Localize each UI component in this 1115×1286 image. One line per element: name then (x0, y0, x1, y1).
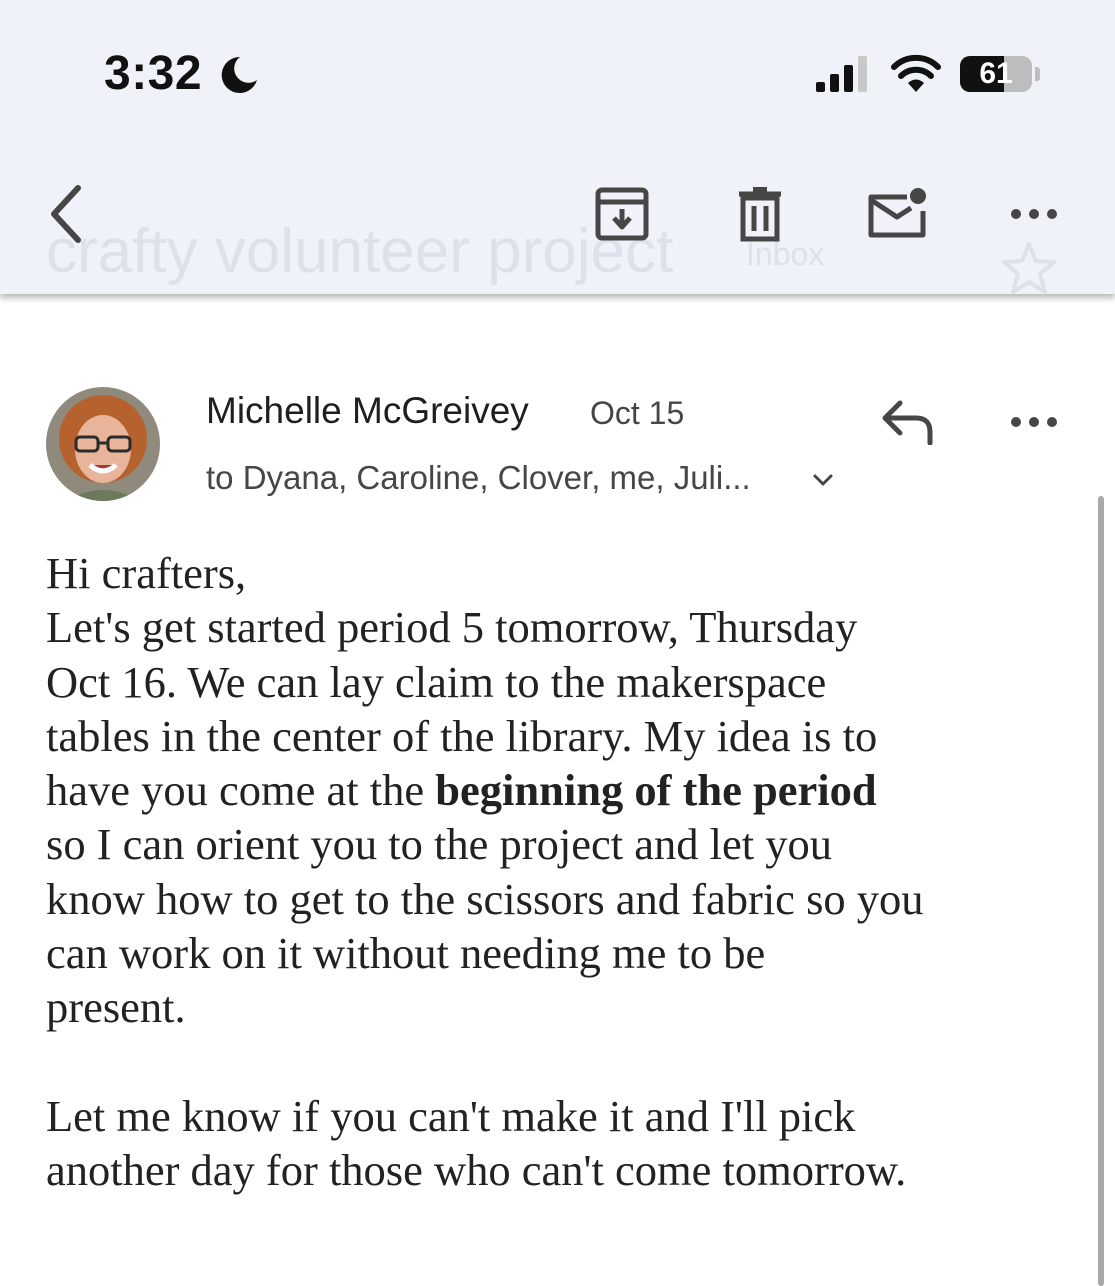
more-options-button[interactable] (998, 178, 1070, 250)
back-arrow-icon (46, 184, 86, 244)
more-horizontal-icon (1009, 207, 1059, 221)
message-more-button[interactable] (998, 390, 1070, 454)
folder-label[interactable]: Inbox (746, 236, 825, 272)
recipients-summary[interactable]: to Dyana, Caroline, Clover, me, Juli... (206, 459, 751, 496)
chevron-down-icon[interactable] (810, 470, 836, 490)
wifi-icon (890, 54, 942, 94)
body-line: Hi crafters, (46, 548, 247, 598)
body-line: present. (46, 982, 186, 1033)
battery-nub (1035, 67, 1040, 81)
mark-unread-icon (867, 187, 929, 241)
delete-button[interactable] (724, 178, 796, 250)
message-body (46, 546, 1086, 1198)
reply-button[interactable] (872, 390, 944, 454)
sender-name: Michelle McGreivey (206, 390, 529, 431)
back-button[interactable] (30, 178, 102, 250)
mark-unread-button[interactable] (862, 178, 934, 250)
paragraph-gap (46, 1035, 1086, 1089)
body-text-run: have you come at the (46, 765, 436, 816)
body-line: so I can orient you to the project and let you (46, 819, 832, 870)
message-view (0, 294, 1115, 1280)
battery-icon (960, 56, 1032, 92)
body-line: know how to get to the scissors and fabric so you (46, 873, 924, 924)
archive-icon (595, 187, 649, 241)
more-horizontal-icon (1009, 415, 1059, 429)
sent-date: Oct 15 (590, 395, 685, 431)
top-header (0, 0, 1115, 294)
reply-icon (880, 399, 936, 445)
body-line: another day for those who can't come tomorrow. (46, 1145, 907, 1196)
body-line (46, 763, 1086, 817)
body-line: can work on it without needing me to be (46, 928, 766, 979)
status-time: 3:32 (104, 47, 203, 100)
moon-icon (218, 54, 260, 96)
scrollbar[interactable] (1098, 496, 1104, 1286)
body-line: tables in the center of the library. My idea is to (46, 710, 878, 761)
cellular-signal-icon (814, 56, 872, 92)
avatar[interactable] (46, 387, 160, 501)
battery-level: 61 (979, 57, 1013, 90)
body-line: Let's get started period 5 tomorrow, Thursday (46, 602, 858, 653)
email-subject: crafty volunteer project (46, 217, 674, 286)
emphasis-text: beginning of the period (435, 765, 877, 816)
body-line: Oct 16. We can lay claim to the makerspace (46, 656, 827, 707)
trash-icon (737, 186, 783, 242)
avatar-image (46, 387, 160, 501)
body-line: Let me know if you can't make it and I'll pick (46, 1090, 856, 1141)
archive-button[interactable] (586, 178, 658, 250)
